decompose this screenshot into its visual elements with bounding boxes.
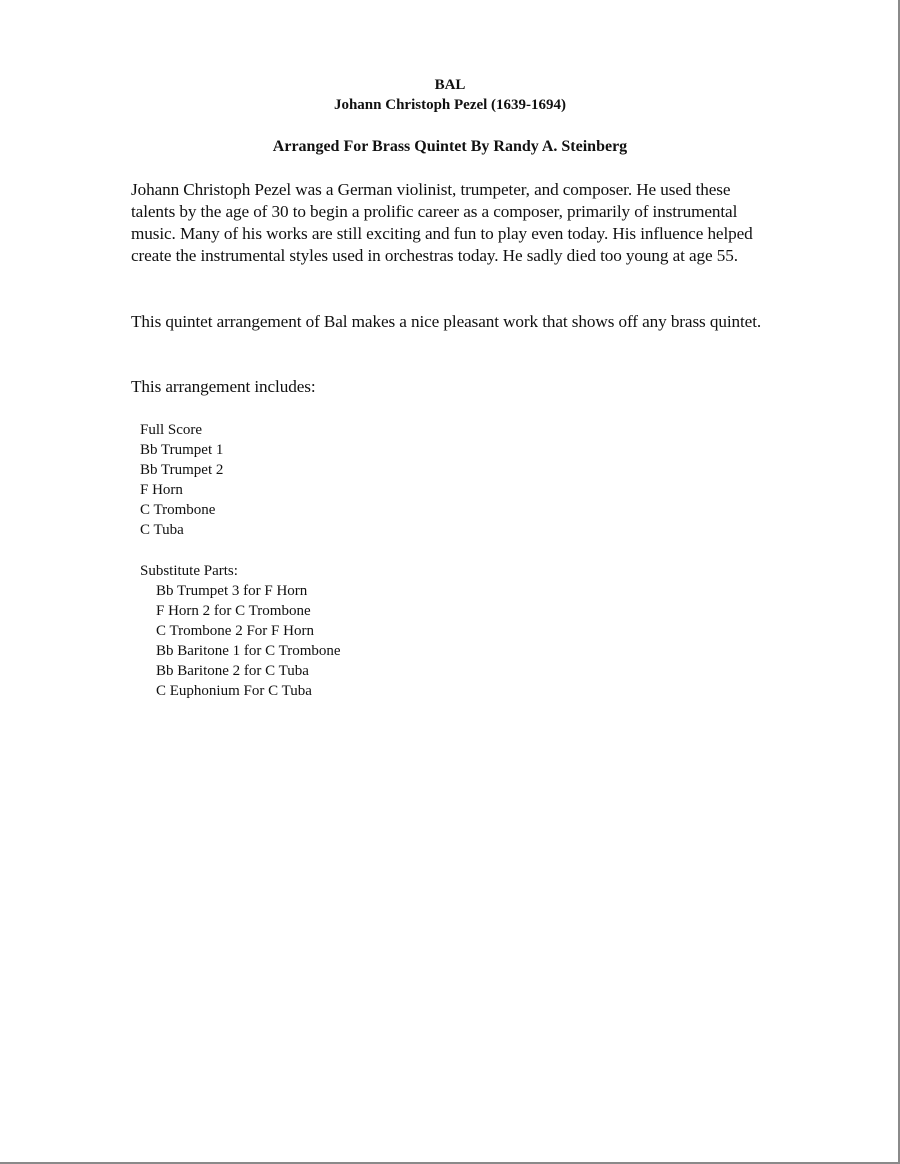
list-item: F Horn bbox=[140, 482, 183, 498]
substitute-parts-heading: Substitute Parts: bbox=[140, 563, 238, 579]
list-item: Full Score bbox=[140, 422, 203, 438]
document-title: BAL bbox=[434, 77, 466, 93]
list-item: Bb Trumpet 3 for F Horn bbox=[156, 583, 308, 599]
list-item: F Horn 2 for C Trombone bbox=[156, 603, 311, 619]
list-item: C Trombone 2 For F Horn bbox=[156, 623, 314, 639]
list-item: Bb Baritone 2 for C Tuba bbox=[156, 663, 309, 679]
list-item: Bb Baritone 1 for C Trombone bbox=[156, 643, 341, 659]
list-item: Bb Trumpet 1 bbox=[140, 442, 224, 458]
substitute-parts-list bbox=[156, 581, 341, 701]
list-item: C Tuba bbox=[140, 522, 184, 538]
list-item: C Euphonium For C Tuba bbox=[156, 683, 312, 699]
description-paragraph: This quintet arrangement of Bal makes a nice pleasant work that shows off any brass quintet. bbox=[131, 312, 762, 331]
biography-paragraph: Johann Christoph Pezel was a German violinist, trumpeter, and composer. He used these talents by the age of 30 to begin a prolific career as a composer, primarily of instrumental music. Many of his works are still exciting and fun to play even today. His influence helped create the instrumental styles used in orchestras today. He sadly died too young at age 55. bbox=[131, 180, 753, 265]
list-item: C Trombone bbox=[140, 502, 216, 518]
arranger-line: Arranged For Brass Quintet By Randy A. Steinberg bbox=[272, 138, 628, 155]
list-item: Bb Trumpet 2 bbox=[140, 462, 224, 478]
includes-paragraph: This arrangement includes: bbox=[131, 377, 316, 396]
composer-line: Johann Christoph Pezel (1639-1694) bbox=[333, 97, 567, 113]
parts-list bbox=[140, 420, 223, 540]
